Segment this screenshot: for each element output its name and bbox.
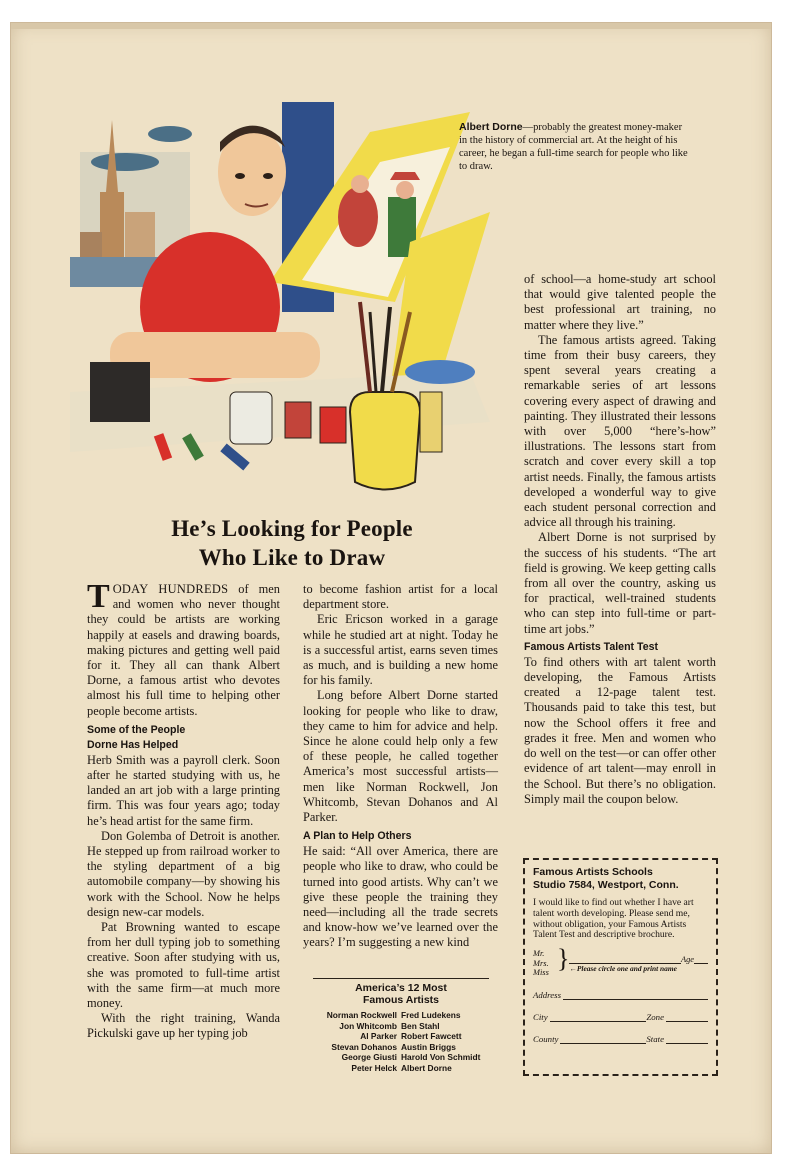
divider	[313, 978, 489, 979]
article-column-3	[524, 272, 716, 807]
bottle	[420, 392, 442, 452]
paragraph: Don Golemba of Detroit is another. He stepped up from railroad worker to the styling department of a big automobile company—by showing his work with the School. Now he helps design new-car models.	[87, 828, 280, 919]
artists-list-title	[303, 982, 499, 1006]
headline-line1: He’s Looking for People	[171, 516, 413, 541]
circle-note: ←Please circle one and print name	[569, 964, 677, 974]
age-input-line[interactable]	[694, 954, 708, 964]
subhead-line: Some of the People	[87, 723, 186, 736]
article-column-1	[87, 578, 280, 1042]
paint-jar	[320, 407, 346, 443]
painted-face	[351, 175, 369, 193]
name-age-area	[569, 949, 708, 978]
state-label: State	[646, 1033, 664, 1044]
artist-illustration	[70, 92, 500, 512]
paragraph: Pat Browning wanted to escape from her dull typing job to something creative. Soon after studying with us, she was promoted to full-time artist with the same firm—at much more money.	[87, 920, 280, 1011]
painted-face	[396, 181, 414, 199]
city-label: City	[533, 1011, 548, 1022]
intro-caps: ODAY HUNDREDS	[112, 582, 229, 596]
subhead-line: Dorne Has Helped	[87, 738, 179, 751]
artist-name: Peter Helck	[351, 1062, 397, 1073]
county-state-field[interactable]	[533, 1034, 708, 1044]
paragraph: to become fashion artist for a local department store.	[303, 582, 498, 612]
salutation-options[interactable]	[533, 949, 557, 978]
artists-title-line: America’s 12 Most	[355, 982, 447, 994]
illustration-caption	[459, 121, 689, 173]
brace-glyph: }	[557, 944, 570, 974]
coupon-school: Famous Artists Schools	[533, 866, 653, 878]
paragraph: The famous artists agreed. Taking time from their busy careers, they spent several years creating a remarkable series of art lessons covering every aspect of drawing and painting. They illustrated their lessons with over 5,000 “here’s-how” illustrations. The lessons start from scratch and cover every skill a top artist needs. Finally, the famous artists developed a wonderful way to give each student personal correction and advice all through his training.	[524, 332, 716, 530]
artist-name: Albert Dorne	[401, 1062, 452, 1073]
caption-text: —probably the greatest money-maker in the history of commercial art. At the height of his career, he began a full-time search for people who like to draw.	[459, 122, 688, 172]
paragraph: With the right training, Wanda Pickulski gave up her typing job	[87, 1011, 280, 1041]
artist-name: George Giusti	[341, 1052, 397, 1063]
artists-grid	[303, 1010, 499, 1074]
paragraph: Albert Dorne is not surprised by the success of his students. “The art field is growing. We keep getting calls from all over the country, asking us for practical, well-trained students who can step into full-time or part-time art jobs.”	[524, 530, 716, 636]
subhead-people-helped	[87, 723, 280, 753]
subhead-plan: A Plan to Help Others	[303, 830, 412, 843]
artist-name: Norman Rockwell	[326, 1010, 397, 1020]
age-label: Age	[680, 954, 694, 964]
cloud	[91, 153, 159, 171]
city-zone-field[interactable]	[533, 1012, 708, 1022]
headline-line2: Who Like to Draw	[198, 545, 386, 570]
caption-name: Albert Dorne	[459, 121, 523, 133]
address-input-line[interactable]	[563, 991, 708, 1000]
brush-jar	[350, 392, 420, 490]
artist-eye	[263, 173, 273, 179]
artist-name: Austin Briggs	[401, 1041, 456, 1052]
paragraph: Herb Smith was a payroll clerk. Soon after he started studying with us, he landed an art job with a large printing firm. This was four years ago; today he’s head artist for the same firm.	[87, 752, 280, 828]
drop-cap: T	[87, 578, 110, 615]
artist-name: Fred Ludekens	[401, 1010, 461, 1020]
intro-paragraph	[87, 578, 280, 719]
headline	[116, 514, 468, 572]
salutation-field[interactable]	[533, 944, 708, 978]
artist-name: Robert Fawcett	[401, 1031, 462, 1042]
chair	[90, 362, 150, 422]
artist-name: Stevan Dohanos	[331, 1041, 397, 1052]
coupon-studio: Studio 7584, Westport, Conn.	[533, 879, 679, 891]
address-field[interactable]	[533, 990, 708, 1000]
address-label: Address	[533, 989, 562, 1000]
paragraph: Eric Ericson worked in a garage while he studied art at night. Today he is a successful artist, earns seven times as much, and is building a new home for his family.	[303, 612, 498, 688]
article-column-2	[303, 582, 498, 951]
illustration-artwork	[70, 92, 500, 512]
paint-jar	[230, 392, 272, 444]
paragraph: of school—a home-study art school that would give talented people the best professional art training, no matter where they live.”	[524, 272, 716, 332]
paragraph: He said: “All over America, there are people who like to draw, who could be turned into good artists. Why can’t we give these people the training they need—including all the trade secrets and know-how we’ve learned over the years? I’m suggesting a new kind	[303, 844, 498, 950]
county-input-line[interactable]	[560, 1035, 646, 1044]
mail-coupon[interactable]	[523, 858, 718, 1076]
option-mr[interactable]: Mr.	[533, 949, 545, 959]
artist-name: Harold Von Schmidt	[401, 1052, 481, 1063]
paint-tube	[220, 444, 249, 471]
name-age-line	[569, 954, 708, 964]
painted-woman	[338, 187, 378, 247]
artist-name: Al Parker	[360, 1031, 397, 1042]
famous-artists-list	[303, 978, 499, 1074]
paragraph: To find others with art talent worth developing, the Famous Artists created a 12-page talent test. Thousands paid to take this test, but now the School offers it free and grades it free. Men and women who do well on the test—or can offer other evidence of art talent—may enroll in the School. But there’s no obligation. Simply mail the coupon below.	[524, 654, 716, 806]
artist-name: Ben Stahl	[401, 1020, 440, 1031]
state-input-line[interactable]	[666, 1035, 708, 1044]
painted-hat	[390, 172, 420, 180]
zone-label: Zone	[646, 1011, 664, 1022]
artist-eye	[235, 173, 245, 179]
county-label: County	[533, 1033, 559, 1044]
page-edge	[11, 23, 771, 29]
artist-name: Jon Whitcomb	[339, 1020, 397, 1031]
option-mrs[interactable]: Mrs.	[533, 958, 549, 968]
paragraph: Long before Albert Dorne started looking for people who like to draw, they came to him for advice and help. Since he alone could help only a few of these people, he called together America’s most successful artists—men like Norman Rockwell, Jon Whitcomb, Stevan Dohanos and Al Parker.	[303, 688, 498, 825]
coupon-body: I would like to find out whether I have art talent worth developing. Please send me, without obligation, your Famous Artists Talent Test and descriptive brochure.	[533, 897, 694, 941]
zone-input-line[interactable]	[666, 1013, 708, 1022]
option-miss[interactable]: Miss	[533, 968, 549, 978]
name-input-line[interactable]	[569, 954, 680, 964]
intro-text: of men and women who never thought they could be artists are working happily at easels and drawing boards, making pictures and getting well paid for it. They all can thank Albert Dorne, a famous artist who devotes almost his full time to helping other people become artists.	[87, 582, 280, 718]
cloud	[148, 126, 192, 142]
artists-title-line: Famous Artists	[362, 994, 440, 1006]
subhead-talent-test: Famous Artists Talent Test	[524, 640, 659, 653]
palette-dish	[405, 360, 475, 384]
paint-jar	[285, 402, 311, 438]
city-input-line[interactable]	[550, 1013, 647, 1022]
